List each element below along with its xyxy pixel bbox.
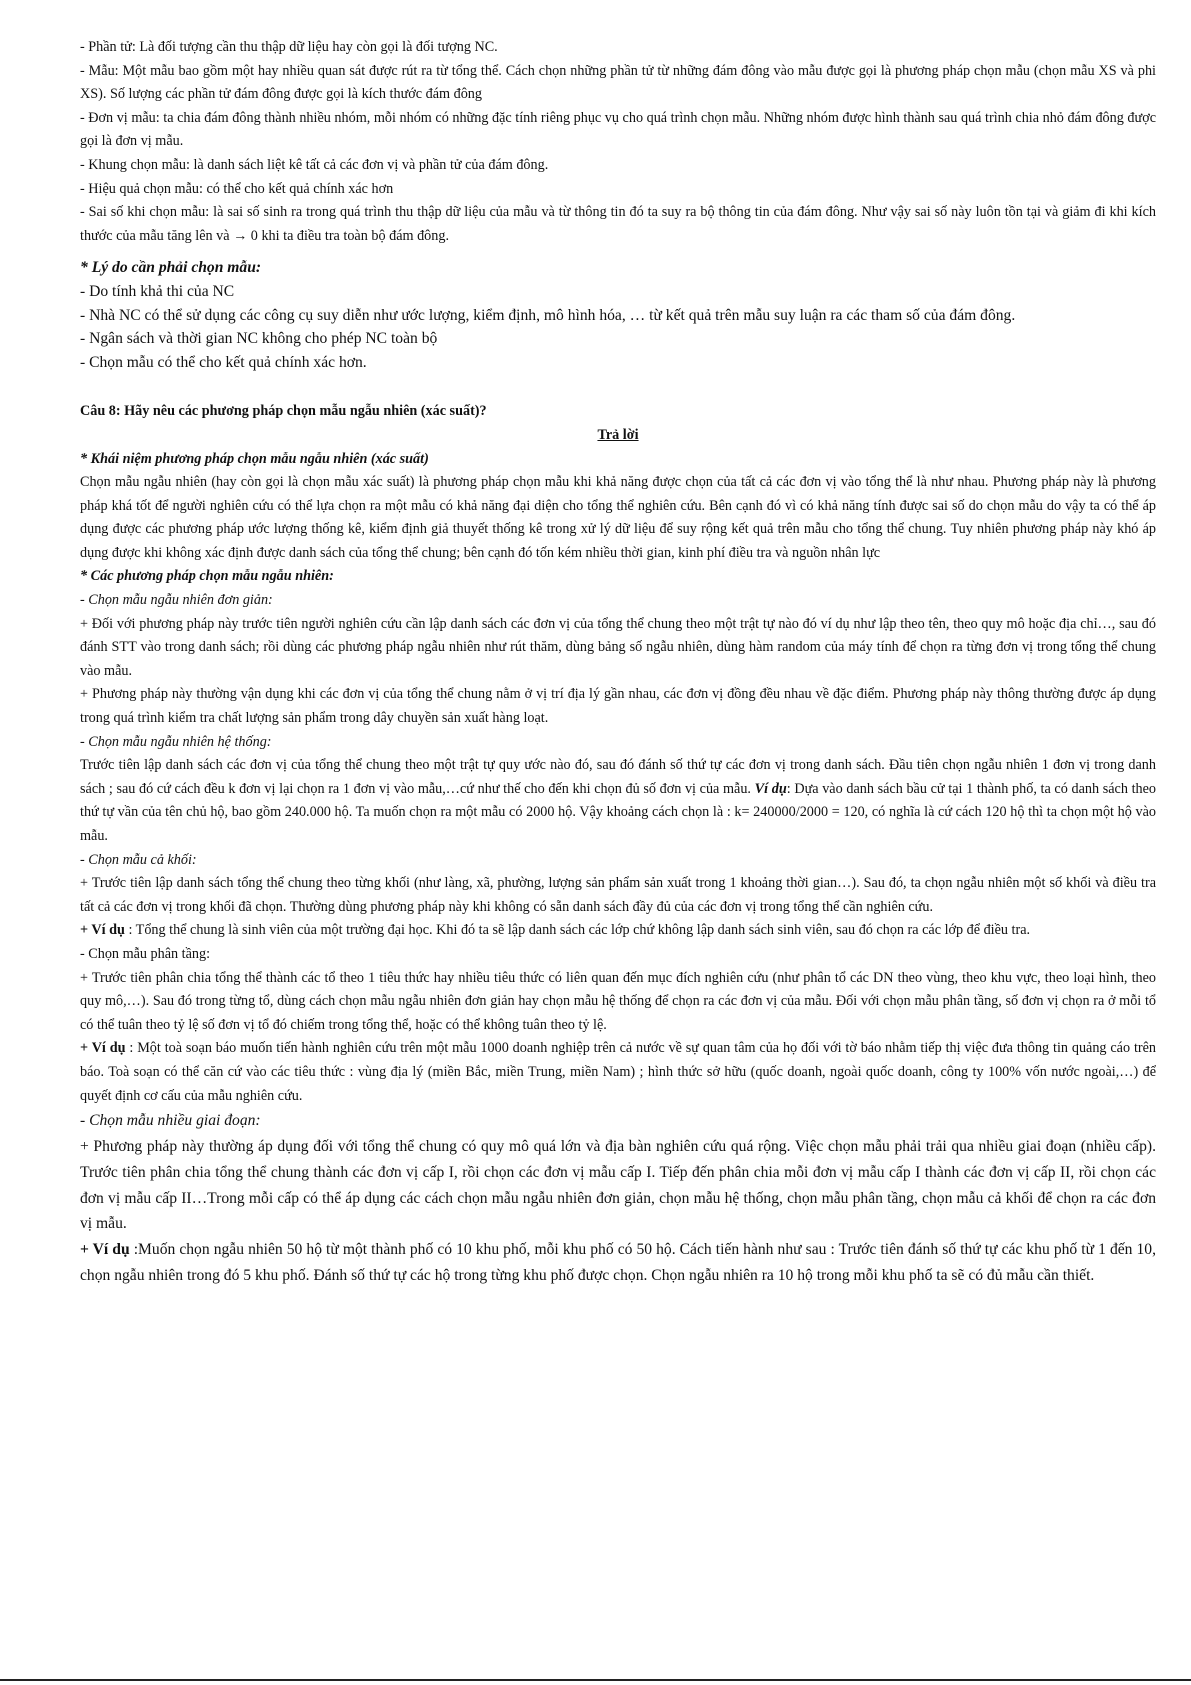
concept-heading: * Khái niệm phương pháp chọn mẫu ngẫu nhiên (xác suất)	[80, 450, 429, 467]
stratified-example-label: + Ví dụ	[80, 1040, 126, 1057]
methods-heading: * Các phương pháp chọn mẫu ngẫu nhiên:	[80, 568, 334, 585]
multistage-example-label: + Ví dụ	[80, 1241, 130, 1259]
cluster-example	[80, 919, 1156, 943]
def-sampling-frame: - Khung chọn mẫu: là danh sách liệt kê tất cả các đơn vị và phần tử của đám đông.	[80, 156, 549, 173]
cluster-example-label: + Ví dụ	[80, 922, 125, 939]
systematic-example: : Dựa vào danh sách bầu cử tại 1 thành phố, ta có danh sách theo thứ tự vần của tên chủ hộ, bao gồm 240.000 hộ. Ta muốn chọn ra một mẫu có 2000 hộ. Vậy khoảng cách chọn là : k= 240000/2000 = 120, có nghĩa là cứ cách 120 hộ thì ta chọn một hộ vào mẫu.	[80, 780, 1157, 844]
simple-random-p2: + Phương pháp này thường vận dụng khi các đơn vị của tổng thể chung nằm ở vị trí địa lý gần nhau, các đơn vị đồng đều nhau về đặc điểm. Phương pháp này thông thường được áp dụng trong quá trình kiểm tra chất lượng sản phẩm trong dây chuyền sản xuất hàng loạt.	[80, 686, 1156, 727]
reason-item: - Do tính khả thi của NC	[80, 282, 235, 300]
answer-label: Trả lời	[597, 426, 639, 443]
multistage-example	[80, 1237, 1156, 1289]
cluster-title: - Chọn mẫu cả khối:	[80, 851, 197, 868]
cluster-example-text: : Tổng thể chung là sinh viên của một trường đại học. Khi đó ta sẽ lập danh sách các lớp chứ không lập danh sách sinh viên, sau đó chọn ra các lớp để điều tra.	[124, 922, 1031, 939]
simple-random-p1: + Đối với phương pháp này trước tiên người nghiên cứu cần lập danh sách các đơn vị của tổng thể chung theo một trật tự nào đó ví dụ như lập theo tên, theo quy mô hoặc địa chỉ…, sau đó đánh STT vào trong danh sách; rồi dùng các phương pháp ngẫu nhiên như rút thăm, dùng bảng số ngẫu nhiên, dùng hàm random của máy tính để chọn ra từng đơn vị trong tổng thể chung vào mẫu.	[80, 615, 1156, 679]
reason-item: - Chọn mẫu có thể cho kết quả chính xác hơn.	[80, 353, 367, 371]
systematic-title: - Chọn mẫu ngẫu nhiên hệ thống:	[80, 733, 272, 750]
stratified-p1: + Trước tiên phân chia tổng thể thành các tổ theo 1 tiêu thức hay nhiều tiêu thức có liên quan đến mục đích nghiên cứu (như phân tổ các DN theo vùng, theo khu vực, theo loại hình, theo quy mô,…). Sau đó trong từng tổ, dùng cách chọn mẫu ngẫu nhiên đơn giản hay chọn mẫu hệ thống để chọn ra các đơn vị của mẫu. Đối với chọn mẫu phân tầng, số đơn vị chọn ra ở mỗi tổ có thể tuân theo tỷ lệ số đơn vị tổ đó chiếm trong tổng thể, hoặc có thể không tuân theo tỷ lệ.	[80, 969, 1156, 1033]
reasons-heading: * Lý do cần phải chọn mẫu:	[80, 259, 262, 277]
multistage-title: - Chọn mẫu nhiều giai đoạn:	[80, 1112, 261, 1130]
systematic-text: Trước tiên lập danh sách các đơn vị của tổng thể chung theo một trật tự quy ước nào đó, sau đó đánh số thứ tự các đơn vị trong danh sách. Đầu tiên chọn ngẫu nhiên 1 đơn vị trong danh sách ; sau đó cứ cách đều k đơn vị lại chọn ra 1 đơn vị vào mẫu,…cứ như thế cho đến khi chọn đủ số đơn vị của mẫu.	[80, 757, 1156, 797]
stratified-example-text: : Một toà soạn báo muốn tiến hành nghiên cứu trên một mẫu 1000 doanh nghiệp trên cả nước về sự quan tâm của họ đối với tờ báo nhằm tiếp thị việc đưa thông tin quảng cáo trên báo. Toà soạn có thể căn cứ vào các tiêu thức : vùng địa lý (miền Bắc, miền Trung, miền Nam) ; hình thức sở hữu (quốc doanh, ngoài quốc doanh, công ty 100% vốn nước ngoài,…) để quyết định cơ cấu của mẫu nghiên cứu.	[80, 1040, 1156, 1104]
stratified-title: - Chọn mẫu phân tầng:	[80, 945, 211, 962]
def-sampling-error: - Sai số khi chọn mẫu: là sai số sinh ra trong quá trình thu thập dữ liệu của mẫu và từ thông tin đó ta suy ra bộ thông tin của đám đông. Như vậy sai số này luôn tồn tại và giảm đi khi kích thước của mẫu tăng lên và → 0 khi ta điều tra toàn bộ đám đông.	[80, 204, 1156, 244]
cluster-p1: + Trước tiên lập danh sách tổng thể chung theo từng khối (như làng, xã, phường, lượng sản phẩm sản xuất trong 1 khoảng thời gian…). Sau đó, ta chọn ngẫu nhiên một số khối và điều tra tất cả các đơn vị trong khối đã chọn. Thường dùng phương pháp này khi không có sẵn danh sách đầy đủ của các đơn vị trong tổng thể cần nghiên cứu.	[80, 875, 1156, 915]
question-heading: Câu 8: Hãy nêu các phương pháp chọn mẫu ngẫu nhiên (xác suất)?	[80, 403, 487, 420]
systematic-body	[80, 754, 1156, 848]
systematic-example-label: Ví dụ	[754, 780, 787, 797]
reason-item: - Ngân sách và thời gian NC không cho phép NC toàn bộ	[80, 330, 438, 348]
def-sample-unit: - Đơn vị mẫu: ta chia đám đông thành nhiều nhóm, mỗi nhóm có những đặc tính riêng phục vụ cho quá trình chọn mẫu. Những nhóm được hình thành sau quá trình chia nhỏ đám đông được gọi là đơn vị mẫu.	[80, 109, 1156, 150]
document-page	[80, 36, 1156, 1289]
def-sample: - Mẫu: Một mẫu bao gồm một hay nhiều quan sát được rút ra từ tổng thể. Cách chọn những phần tử từ những đám đông vào mẫu được gọi là phương pháp chọn mẫu (chọn mẫu XS và phi XS). Số lượng các phần tử đám đông được gọi là kích thước đám đông	[80, 62, 1156, 103]
stratified-example	[80, 1037, 1156, 1108]
multistage-example-text: :Muốn chọn ngẫu nhiên 50 hộ từ một thành phố có 10 khu phố, mỗi khu phố có 50 hộ. Cách tiến hành như sau : Trước tiên đánh số thứ tự các khu phố từ 1 đến 10, chọn ngẫu nhiên trong đó 5 khu phố. Đánh số thứ tự các hộ trong từng khu phố được chọn. Chọn ngẫu nhiên ra 10 hộ trong mỗi khu phố ta sẽ có đủ mẫu cần thiết.	[80, 1241, 1157, 1284]
footer-rule	[0, 1679, 1191, 1681]
def-sampling-efficiency: - Hiệu quả chọn mẫu: có thể cho kết quả chính xác hơn	[80, 180, 394, 197]
simple-random-title: - Chọn mẫu ngẫu nhiên đơn giản:	[80, 592, 273, 609]
multistage-p1: + Phương pháp này thường áp dụng đối với tổng thể chung có quy mô quá lớn và địa bàn nghiên cứu quá rộng. Việc chọn mẫu phải trải qua nhiều giai đoạn (nhiều cấp). Trước tiên phân chia tổng thể chung thành các đơn vị cấp I, rồi chọn các đơn vị mẫu cấp I. Tiếp đến phân chia mỗi đơn vị mẫu cấp I thành các đơn vị cấp II, rồi chọn các đơn vị mẫu cấp II…Trong mỗi cấp có thể áp dụng các cách chọn mẫu ngẫu nhiên đơn giản, chọn mẫu hệ thống, chọn mẫu phân tầng, chọn mẫu cả khối để chọn ra các đơn vị mẫu.	[80, 1137, 1156, 1233]
concept-body: Chọn mẫu ngẫu nhiên (hay còn gọi là chọn mẫu xác suất) là phương pháp chọn mẫu khi khả năng được chọn của tất cả các đơn vị vào tổng thể là như nhau. Phương pháp này là phương pháp khá tốt để người nghiên cứu có thể lựa chọn ra một mẫu có khả năng đại diện cho tổng thể nghiên cứu. Bên cạnh đó vì có khả năng tính được sai số do chọn mẫu do vậy ta có thể áp dụng được các phương pháp ước lượng thống kê, kiểm định giả thuyết thống kê trong xử lý dữ liệu để suy rộng kết quả trên mẫu cho tổng thể chung. Tuy nhiên phương pháp này khó áp dụng được khi không xác định được danh sách của tổng thể chung; bên cạnh đó tốn kém nhiều thời gian, kinh phí điều tra và nguồn nhân lực	[80, 474, 1156, 561]
def-element: - Phần tử: Là đối tượng cần thu thập dữ liệu hay còn gọi là đối tượng NC.	[80, 39, 498, 55]
reason-item: - Nhà NC có thể sử dụng các công cụ suy diễn như ước lượng, kiểm định, mô hình hóa, … từ kết quả trên mẫu suy luận ra các tham số của đám đông.	[80, 306, 1016, 324]
